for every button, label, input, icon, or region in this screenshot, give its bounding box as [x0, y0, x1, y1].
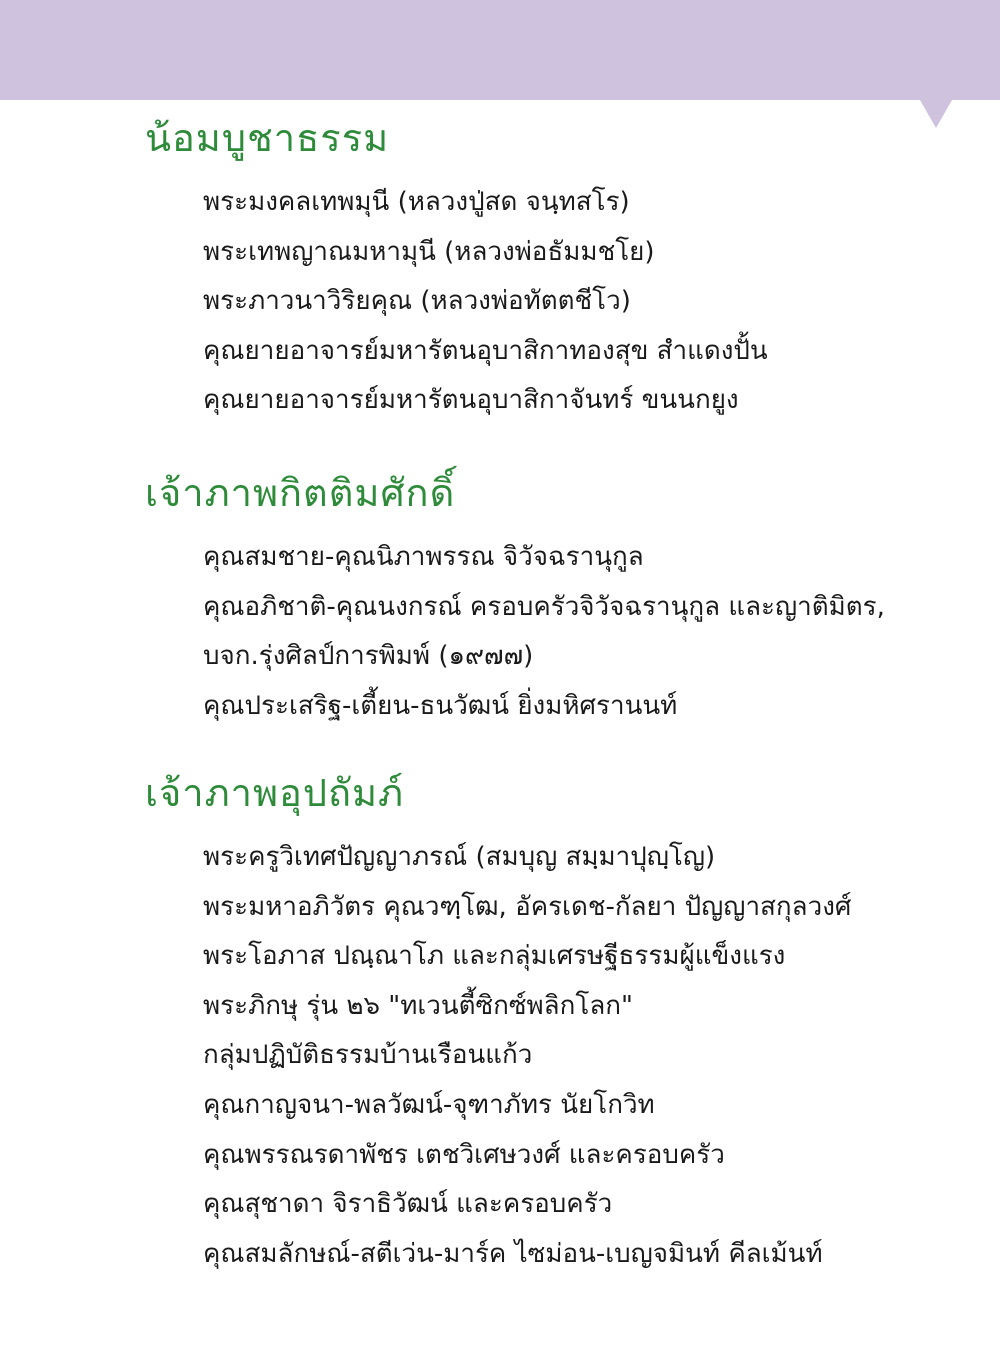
section-heading: เจ้าภาพอุปถัมภ์ [145, 771, 405, 815]
section-heading: น้อมบูชาธรรม [145, 116, 390, 160]
list-item: คุณประเสริฐ-เตี้ยน-ธนวัฒน์ ยิ่งมหิศรานนท์ [203, 690, 678, 721]
list-item: คุณสมชาย-คุณนิภาพรรณ จิวัจฉรานุกูล [203, 542, 644, 572]
section-heading: เจ้าภาพกิตติมศักดิ์ [145, 471, 456, 515]
list-item: คุณกาญจนา-พลวัฒน์-จุฑาภัทร นัยโกวิท [203, 1089, 655, 1120]
list-item: คุณยายอาจารย์มหารัตนอุบาสิกาทองสุข สำแดงปั้น [203, 335, 768, 366]
header-band [0, 0, 1000, 100]
header-pointer [920, 100, 952, 128]
list-item: กลุ่มปฏิบัติธรรมบ้านเรือนแก้ว [203, 1040, 533, 1071]
list-item: พระภาวนาวิริยคุณ (หลวงพ่อทัตตชีโว) [203, 286, 631, 317]
name-list [203, 178, 768, 426]
list-item: คุณยายอาจารย์มหารัตนอุบาสิกาจันทร์ ขนนกยูง [203, 385, 739, 416]
list-item: คุณอภิชาติ-คุณนงกรณ์ ครอบครัวจิวัจฉรานุกูล และญาติมิตร, [203, 591, 885, 622]
list-item: พระโอภาส ปณฺณาโภ และกลุ่มเศรษฐีธรรมผู้แข็งแรง [203, 941, 786, 972]
list-item: คุณสมลักษณ์-สตีเว่น-มาร์ค ไซม่อน-เบญจมินท์ คีลเม้นท์ [203, 1238, 823, 1269]
list-item: พระภิกษุ รุ่น ๒๖ "ทเวนตี้ซิกซ์พลิกโลก" [203, 990, 633, 1021]
list-item: คุณพรรณรดาพัชร เตชวิเศษวงศ์ และครอบครัว [203, 1139, 725, 1170]
list-item: พระเทพญาณมหามุนี (หลวงพ่อธัมมชโย) [203, 236, 655, 267]
list-item: พระครูวิเทศปัญญาภรณ์ (สมบุญ สมฺมาปุญฺโญ) [203, 842, 716, 872]
list-item: พระมงคลเทพมุนี (หลวงปู่สด จนฺทสโร) [203, 187, 630, 217]
name-list [203, 533, 885, 731]
list-item: บจก.รุ่งศิลป์การพิมพ์ (๑๙๗๗) [203, 641, 534, 672]
name-list [203, 833, 851, 1279]
list-item: พระมหาอภิวัตร คุณวฑฺโฒ, อัครเดช-กัลยา ปัญญาสกุลวงศ์ [203, 891, 852, 922]
list-item: คุณสุชาดา จิราธิวัฒน์ และครอบครัว [203, 1189, 613, 1220]
